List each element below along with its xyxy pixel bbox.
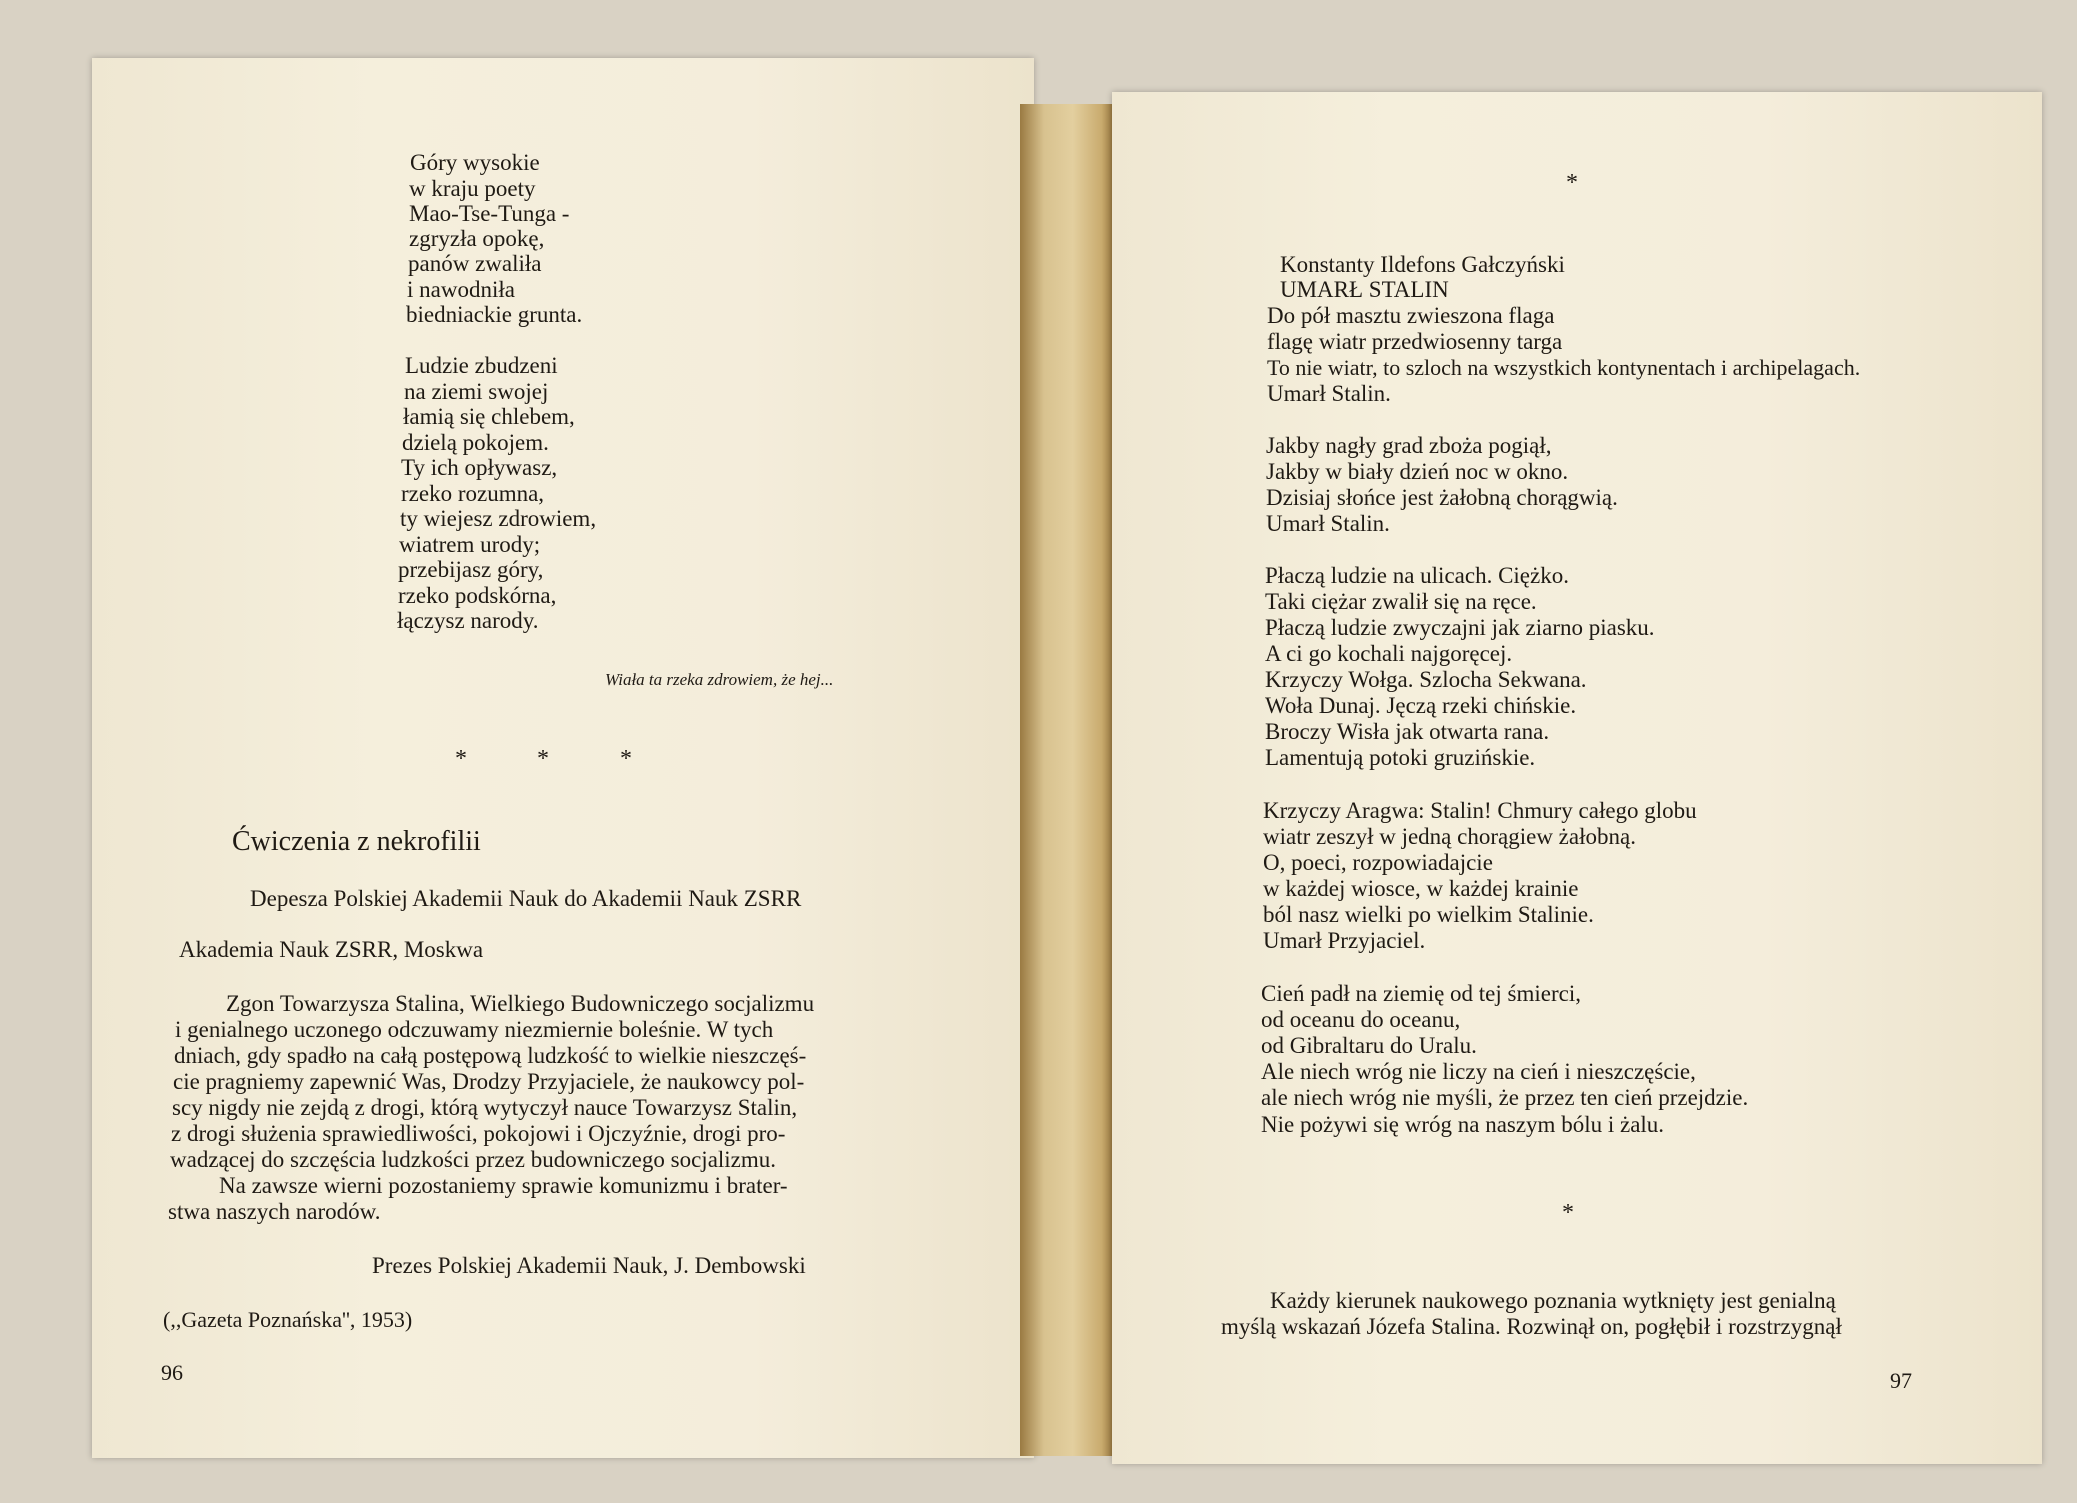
poem-author: Konstanty Ildefons Gałczyński <box>1280 252 1565 277</box>
poem-line: Ludzie zbudzeni <box>405 353 558 378</box>
poem-line: rzeko rozumna, <box>401 481 545 506</box>
poem-line: Ty ich opływasz, <box>401 455 558 480</box>
prose-line: Każdy kierunek naukowego poznania wytknięty jest genialną <box>1270 1288 1836 1313</box>
body-line: cie pragniemy zapewnić Was, Drodzy Przyjaciele, że naukowcy pol- <box>173 1069 805 1094</box>
poem-line: Góry wysokie <box>410 150 540 175</box>
body-line: wadzącej do szczęścia ludzkości przez budowniczego socjalizmu. <box>170 1147 777 1172</box>
left-page <box>92 58 1034 1458</box>
poem-line: na ziemi swojej <box>404 379 549 404</box>
poem-line: Umarł Stalin. <box>1266 511 1390 536</box>
poem-line: Krzyczy Aragwa: Stalin! Chmury całego globu <box>1263 798 1697 823</box>
poem-line: ale niech wróg nie myśli, że przez ten cień przejdzie. <box>1261 1085 1749 1110</box>
poem-line: Lamentują potoki gruzińskie. <box>1265 745 1536 770</box>
poem-line: Jakby w biały dzień noc w okno. <box>1266 459 1569 484</box>
poem-line: rzeko podskórna, <box>398 583 557 608</box>
poem-line: Taki ciężar zwalił się na ręce. <box>1265 589 1537 614</box>
body-line: dniach, gdy spadło na całą postępową ludzkość to wielkie nieszczęś- <box>174 1043 807 1068</box>
body-line: stwa naszych narodów. <box>168 1199 381 1224</box>
poem-line: Broczy Wisła jak otwarta rana. <box>1265 719 1550 744</box>
separator-star: * <box>455 746 467 772</box>
poem-line: panów zwaliła <box>408 251 542 276</box>
poem-line: wiatr zeszył w jedną chorągiew żałobną. <box>1263 824 1636 849</box>
addressee: Akademia Nauk ZSRR, Moskwa <box>179 937 484 962</box>
poem-line: łączysz narody. <box>397 608 539 633</box>
page-number-left: 96 <box>161 1360 183 1385</box>
book-spine <box>1020 104 1116 1456</box>
poem-line: wiatrem urody; <box>399 532 541 557</box>
poem-line: w kraju poety <box>409 176 536 201</box>
body-line: i genialnego uczonego odczuwamy niezmiernie boleśnie. W tych <box>175 1017 774 1042</box>
poem-line: Cień padł na ziemię od tej śmierci, <box>1261 981 1581 1006</box>
poem-line: zgryzła opokę, <box>409 226 545 251</box>
poem-line: flagę wiatr przedwiosenny targa <box>1267 329 1563 354</box>
separator-star: * <box>537 746 549 772</box>
poem-line: Mao-Tse-Tunga - <box>409 201 570 226</box>
poem-line: biedniackie grunta. <box>406 302 583 327</box>
separator-star: * <box>1562 1200 1574 1226</box>
poem-title: UMARŁ STALIN <box>1280 277 1449 302</box>
poem-line: dzielą pokojem. <box>402 430 549 455</box>
body-line: z drogi służenia sprawiedliwości, pokojowi i Ojczyźnie, drogi pro- <box>171 1121 786 1146</box>
poem-line: A ci go kochali najgoręcej. <box>1265 641 1513 666</box>
poem-line: przebijasz góry, <box>398 557 544 582</box>
poem-line: Jakby nagły grad zboża pogiął, <box>1266 433 1552 458</box>
right-page <box>1112 92 2042 1464</box>
poem-line: i nawodniła <box>407 277 515 302</box>
body-line: Na zawsze wierni pozostaniemy sprawie komunizmu i brater- <box>219 1173 788 1198</box>
body-line: scy nigdy nie zejdą z drogi, którą wytyczył nauce Towarzysz Stalin, <box>172 1095 798 1120</box>
poem-line: Dzisiaj słońce jest żałobną chorągwią. <box>1266 485 1618 510</box>
poem-line: ty wiejesz zdrowiem, <box>400 506 597 531</box>
poem-line: Umarł Stalin. <box>1267 381 1391 406</box>
poem-line: od oceanu do oceanu, <box>1261 1007 1461 1032</box>
separator-star: * <box>620 746 632 772</box>
epigraph: Wiała ta rzeka zdrowiem, że hej... <box>605 670 834 689</box>
poem-line: w każdej wiosce, w każdej krainie <box>1263 876 1579 901</box>
source-citation: (,,Gazeta Poznańska'', 1953) <box>163 1307 413 1332</box>
poem-line: Krzyczy Wołga. Szlocha Sekwana. <box>1265 667 1587 692</box>
prose-line: myślą wskazań Józefa Stalina. Rozwinął on, pogłębił i rozstrzygnął <box>1221 1314 1842 1339</box>
poem-line: Ale niech wróg nie liczy na cień i nieszczęście, <box>1261 1059 1696 1084</box>
poem-line: Do pół masztu zwieszona flaga <box>1267 303 1555 328</box>
section-title: Ćwiczenia z nekrofilii <box>232 826 481 857</box>
poem-line: O, poeci, rozpowiadajcie <box>1263 850 1493 875</box>
poem-line: To nie wiatr, to szloch na wszystkich kontynentach i archipelagach. <box>1267 355 1861 380</box>
poem-line: od Gibraltaru do Uralu. <box>1261 1033 1477 1058</box>
poem-line: Woła Dunaj. Jęczą rzeki chińskie. <box>1265 693 1577 718</box>
dispatch-subtitle: Depesza Polskiej Akademii Nauk do Akademii Nauk ZSRR <box>250 886 802 911</box>
poem-line: Nie pożywi się wróg na naszym bólu i żalu. <box>1261 1112 1665 1137</box>
poem-line: Umarł Przyjaciel. <box>1263 928 1426 953</box>
poem-line: ból nasz wielki po wielkim Stalinie. <box>1263 902 1594 927</box>
separator-star: * <box>1566 170 1578 196</box>
poem-line: Płaczą ludzie zwyczajni jak ziarno piasku. <box>1265 615 1655 640</box>
page-number-right: 97 <box>1890 1368 1912 1393</box>
signature: Prezes Polskiej Akademii Nauk, J. Dembowski <box>372 1253 806 1278</box>
body-line: Zgon Towarzysza Stalina, Wielkiego Budowniczego socjalizmu <box>226 991 815 1016</box>
poem-line: łamią się chlebem, <box>403 404 575 429</box>
poem-line: Płaczą ludzie na ulicach. Ciężko. <box>1265 563 1569 588</box>
